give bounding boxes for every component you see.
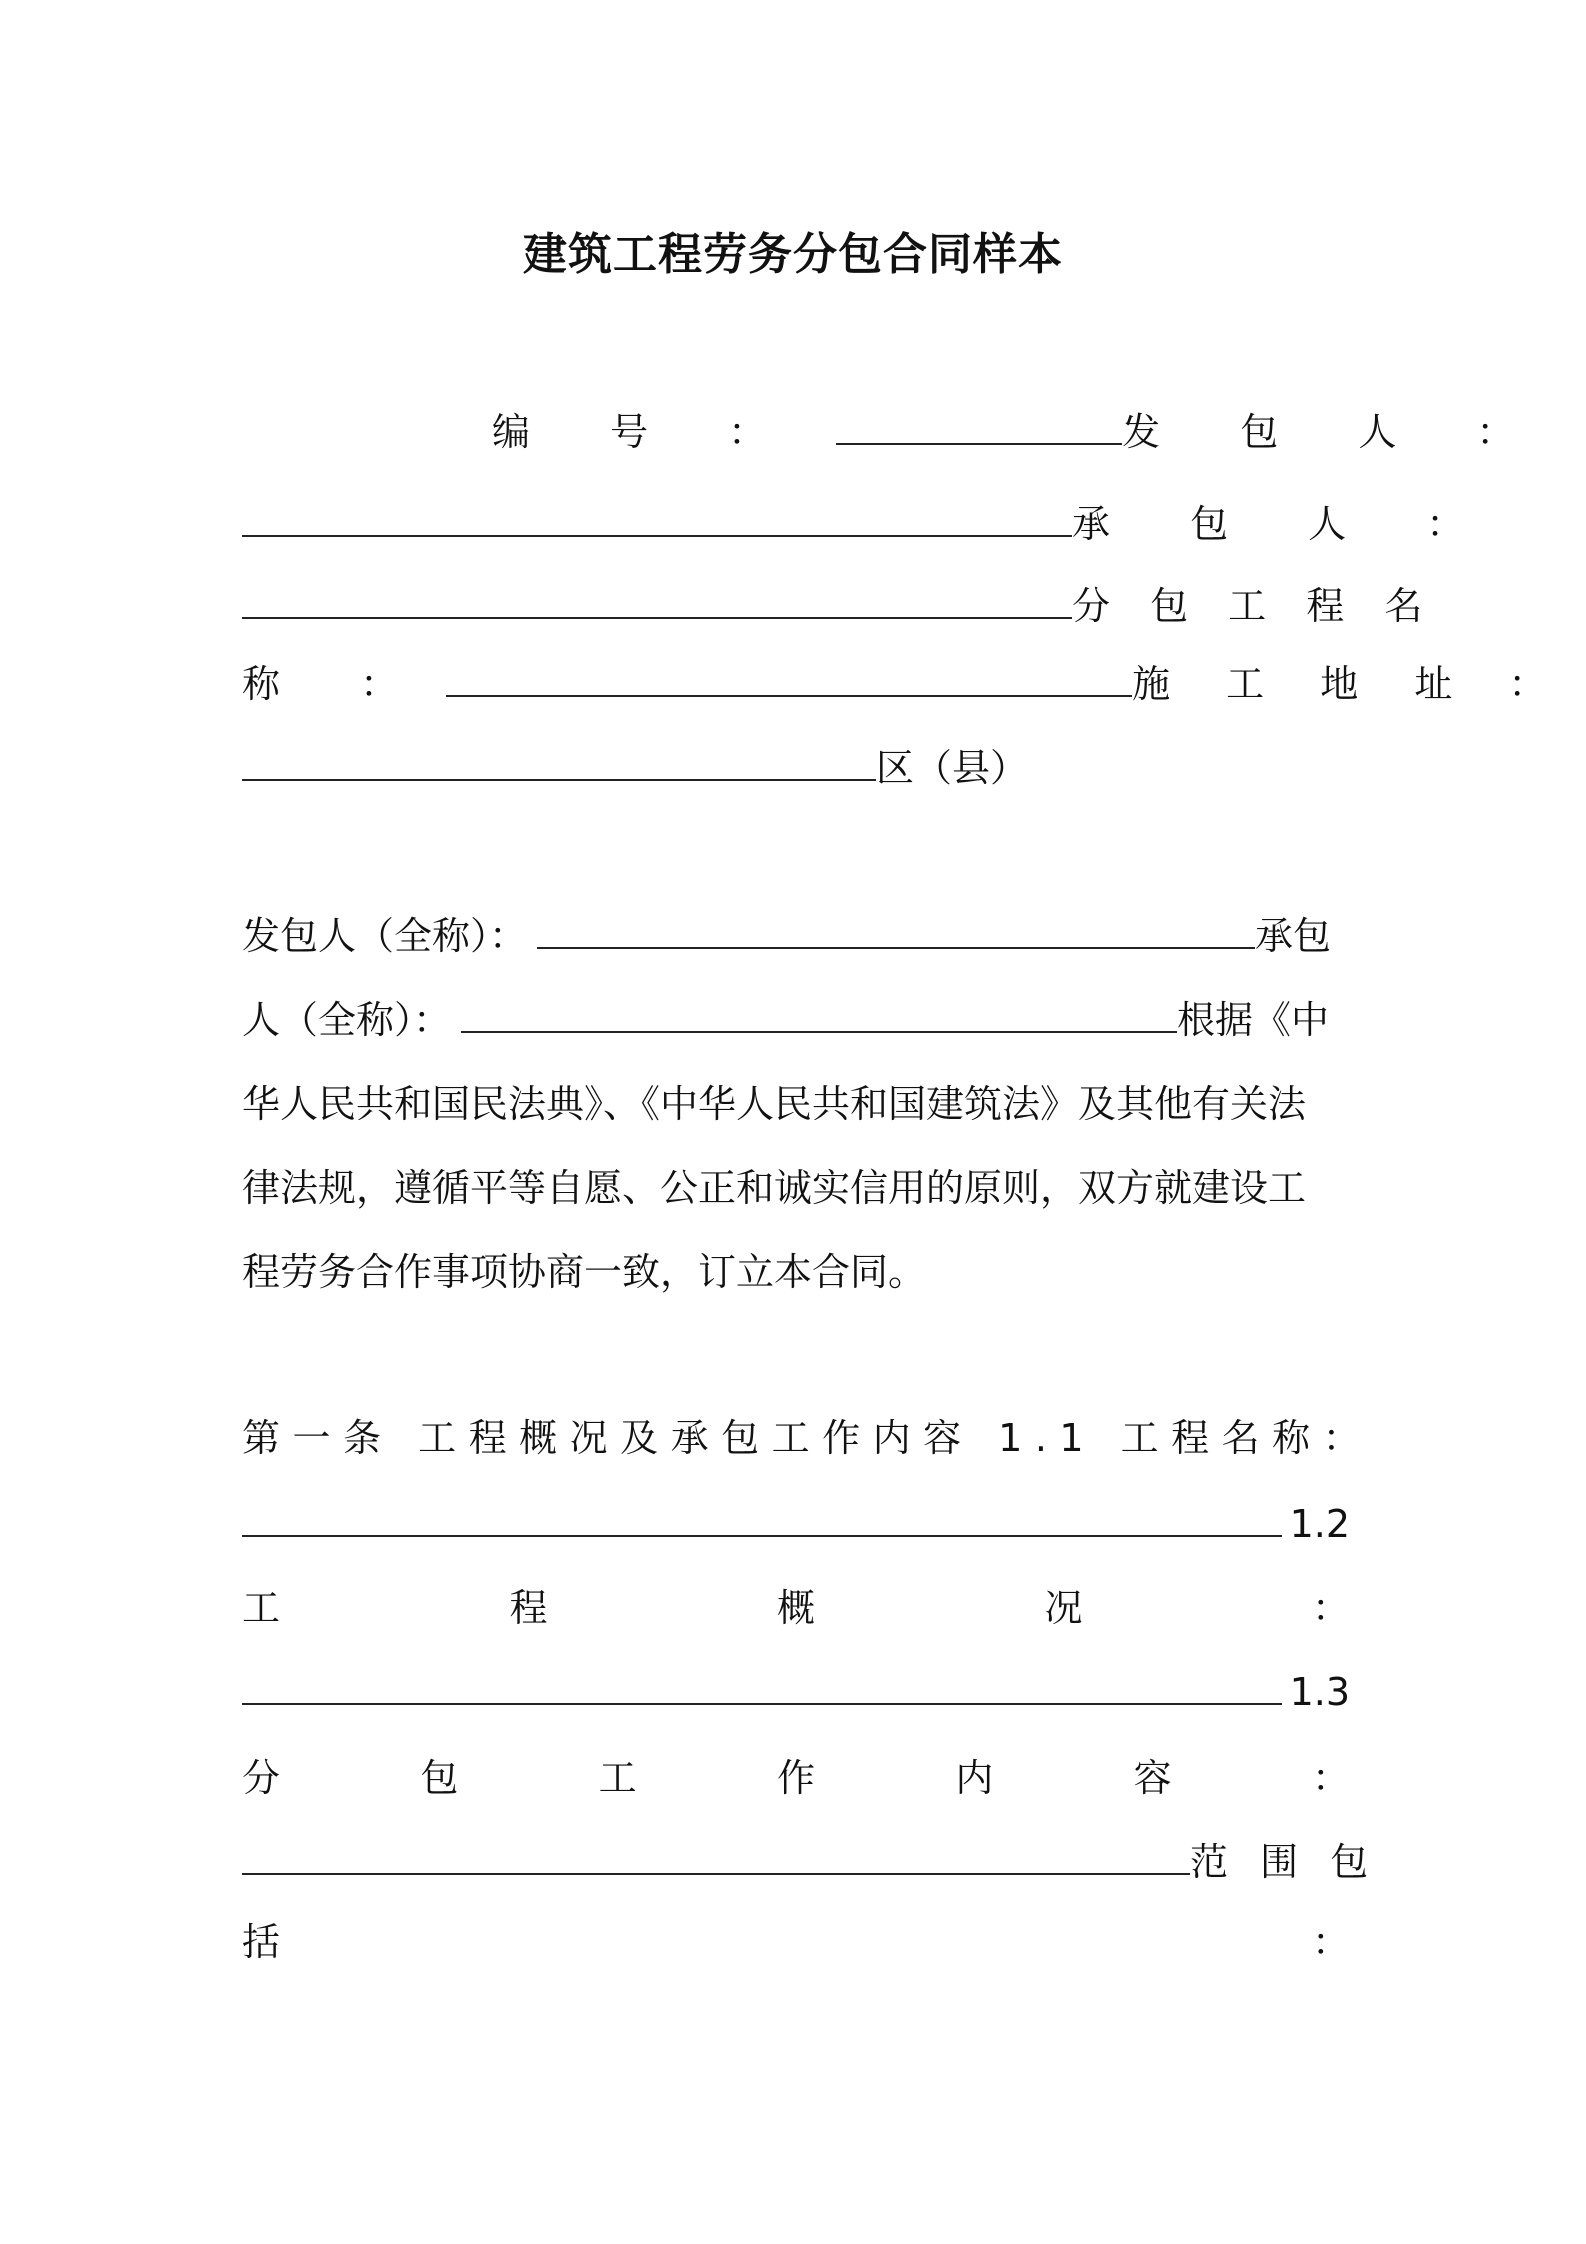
- section-1-2-number: 1.2: [1289, 1502, 1350, 1546]
- project-name-label-b: 称 ：: [242, 662, 433, 706]
- project-name-row: [242, 1496, 1350, 1552]
- work-content-char-2: 包: [420, 1756, 459, 1800]
- number-blank[interactable]: [836, 411, 1122, 445]
- contractor-project-line: [242, 578, 1437, 634]
- basis-text-a: 根据《中: [1177, 998, 1330, 1042]
- intro-line-1: [242, 908, 1350, 964]
- overview-colon: ：: [1311, 1586, 1350, 1630]
- intro-line-4: 律法规，遵循平等自愿、公正和诚实信用的原则，双方就建设工: [242, 1166, 1307, 1210]
- number-label: 编 号 ：: [492, 410, 801, 454]
- issuer-label: 发 包 人 ：: [1122, 410, 1549, 454]
- district-line: [242, 740, 1350, 796]
- overview-char-1: 工: [242, 1586, 281, 1630]
- work-content-char-1: 分: [242, 1756, 281, 1800]
- issuer-blank[interactable]: [242, 503, 1072, 537]
- issuer-full-label: 发包人（全称）：: [242, 914, 528, 958]
- project-name-label-a: 分 包 工 程 名: [1072, 584, 1437, 628]
- site-label: 施 工 地 址 ：: [1132, 662, 1569, 706]
- work-content-char-5: 内: [955, 1756, 994, 1800]
- work-content-colon: ：: [1311, 1756, 1350, 1800]
- number-issuer-line: [242, 404, 1549, 460]
- site-blank[interactable]: [242, 747, 876, 781]
- contractor-blank[interactable]: [242, 585, 1072, 619]
- district-label: 区（县）: [876, 746, 1029, 790]
- work-content-blank[interactable]: [242, 1841, 1190, 1875]
- contractor-full-label-a: 承包: [1255, 914, 1332, 958]
- work-content-char-3: 工: [598, 1756, 637, 1800]
- contractor-full-label-b: 人（全称）：: [242, 998, 452, 1042]
- include-colon: ：: [1311, 1920, 1350, 1964]
- article1-heading: 第一条 工程概况及承包工作内容 1.1 工程名称：: [242, 1416, 1374, 1460]
- overview-blank-row: [242, 1664, 1350, 1720]
- intro-line-5: 程劳务合作事项协商一致，订立本合同。: [242, 1250, 927, 1294]
- section-1-3-number: 1.3: [1289, 1670, 1350, 1714]
- document-title: 建筑工程劳务分包合同样本: [523, 229, 1063, 280]
- overview-blank[interactable]: [242, 1671, 1282, 1705]
- overview-char-3: 概: [776, 1586, 815, 1630]
- include-char: 括: [242, 1920, 281, 1964]
- intro-line-3: 华人民共和国民法典》、《中华人民共和国建筑法》及其他有关法: [242, 1082, 1307, 1126]
- contractor-label: 承 包 人 ：: [1072, 502, 1499, 546]
- overview-char-2: 程: [509, 1586, 548, 1630]
- contractor-full-blank[interactable]: [461, 999, 1177, 1033]
- work-content-char-6: 容: [1133, 1756, 1172, 1800]
- project-name-field-blank[interactable]: [242, 1503, 1282, 1537]
- overview-row: [242, 1580, 1350, 1636]
- issuer-contractor-line: [242, 496, 1499, 552]
- work-content-char-4: 作: [776, 1756, 815, 1800]
- intro-line-2: [242, 992, 1350, 1048]
- include-row: [242, 1914, 1350, 1970]
- issuer-full-blank[interactable]: [537, 915, 1255, 949]
- work-content-row: [242, 1750, 1350, 1806]
- work-content-blank-row: [242, 1834, 1379, 1890]
- scope-label: 范 围 包: [1190, 1840, 1379, 1884]
- overview-char-4: 况: [1044, 1586, 1083, 1630]
- project-site-line: [242, 656, 1569, 712]
- project-name-blank[interactable]: [446, 663, 1132, 697]
